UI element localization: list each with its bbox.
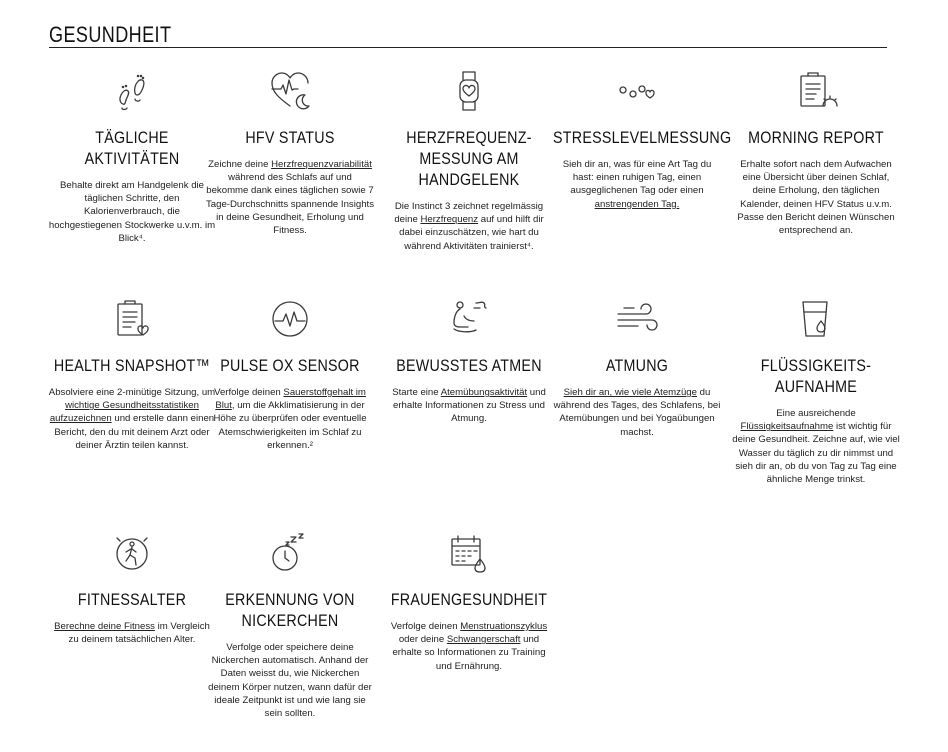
- footprints-icon: [109, 68, 155, 114]
- feature-text: Absolviere eine 2-minütige Sitzung, um: [48, 387, 216, 398]
- feature-card: [383, 68, 555, 253]
- feature-card: [204, 530, 376, 720]
- feature-link[interactable]: wichtige Gesundheitsstatistiken aufzuzeichnen: [49, 400, 199, 425]
- clipboard-heart-icon: [109, 296, 155, 342]
- feature-title: ERKENNUNG VON NICKERCHEN: [225, 590, 355, 630]
- feature-text: Eine ausreichende: [776, 408, 856, 419]
- feature-title: HERZFREQUENZ- MESSUNG AM HANDGELENK: [406, 128, 532, 189]
- feature-description: [46, 386, 218, 452]
- watch-heart-icon: [446, 68, 492, 114]
- feature-description: [46, 620, 218, 646]
- pulse-circle-icon: [267, 296, 313, 342]
- feature-description: [551, 386, 723, 439]
- feature-text: oder deine: [398, 634, 447, 646]
- feature-link[interactable]: Menstruationszyklus: [460, 621, 548, 632]
- feature-text: du während des Tages, des Schlafens, bei Atemübungen und bei Yogaübungen machst.: [553, 387, 721, 438]
- feature-text: Zeichne deine: [208, 159, 272, 170]
- clipboard-sunrise-icon: [793, 68, 839, 114]
- wind-icon: [614, 296, 660, 342]
- feature-description: [204, 641, 376, 720]
- feature-text: Verfolge oder speichere deine Nickerchen automatisch. Anhand der Daten weisst du, wie Nickerchen deinem Körper nutzen, wann dafür der ideale Zeitpunkt ist und wie lang sie sein sollten.: [208, 642, 372, 720]
- feature-link[interactable]: Herzfrequenzvariabilität: [271, 159, 372, 170]
- feature-card: [46, 296, 218, 452]
- feature-description: [551, 158, 723, 211]
- feature-text: Verfolge deinen: [214, 387, 284, 398]
- feature-text: Behalte direkt am Handgelenk die täglichen Schritte, den Kalorienverbrauch, die hochgestiegenen Stockwerke u.v.m. im Blick⁴.: [48, 180, 216, 244]
- feature-card: [730, 68, 902, 237]
- feature-link[interactable]: Schwangerschaft: [446, 634, 521, 646]
- meditation-icon: [446, 296, 492, 342]
- heart-moon-icon: [267, 68, 313, 114]
- feature-card: [383, 530, 555, 673]
- water-glass-icon: [793, 296, 839, 342]
- feature-text: auf und hilft dir dabei einzuschätzen, wie hart du während Aktivitäten trainierst⁴.: [399, 214, 544, 252]
- feature-title: PULSE OX SENSOR: [220, 356, 360, 375]
- feature-card: [204, 68, 376, 237]
- feature-description: [730, 158, 902, 237]
- feature-link[interactable]: Sauerstoffgehalt im Blut: [215, 387, 366, 412]
- feature-text: Sieh dir an, was für eine Art Tag du hast: einen ruhigen Tag, einen ausgeglichenen Tag oder einen: [562, 159, 712, 197]
- nap-clock-icon: [267, 530, 313, 576]
- feature-link[interactable]: Sieh dir an, wie viele Atemzüge: [563, 387, 697, 398]
- stress-circles-icon: [614, 68, 660, 114]
- feature-text: im Vergleich zu deinem tatsächlichen Alter.: [68, 621, 210, 646]
- runner-age-icon: [109, 530, 155, 576]
- feature-description: [46, 179, 218, 245]
- feature-text: und erhalte so Informationen zu Training und Ernährung.: [392, 634, 546, 672]
- feature-text: , um die Akklimatisierung in der Höhe zu überprüfen oder eventuelle Atemschwierigkeiten im Schlaf zu erkennen.²: [213, 400, 367, 451]
- feature-text: während des Schlafs auf und bekomme dank eines täglichen sowie 7 Tage-Durchschnitts spannende Insights in deine Gesundheit, Erholung und Fitness.: [206, 172, 374, 237]
- feature-title: HEALTH SNAPSHOT™: [53, 356, 211, 375]
- feature-card: [204, 296, 376, 452]
- feature-text: ist wichtig für deine Gesundheit. Zeichne auf, wie viel Wasser du täglich zu dir nimmst und sieh dir an, ob du von Tag zu Tag eine ähnliche Menge trinkst.: [732, 421, 900, 486]
- section-title: GESUNDHEIT: [49, 22, 172, 47]
- feature-description: [383, 620, 555, 673]
- feature-link[interactable]: Flüssigkeitsaufnahme: [740, 421, 834, 433]
- feature-card: [551, 296, 723, 439]
- feature-text: Die Instinct 3 zeichnet regelmässig deine: [394, 201, 544, 226]
- feature-description: [383, 200, 555, 253]
- feature-link[interactable]: Herzfrequenz: [420, 214, 479, 226]
- feature-text: Verfolge deinen: [390, 621, 461, 632]
- feature-description: [383, 386, 555, 426]
- feature-card: [730, 296, 902, 486]
- feature-card: [551, 68, 732, 211]
- feature-card: [383, 296, 555, 426]
- feature-link[interactable]: Berechne deine Fitness: [54, 621, 155, 632]
- feature-text: Erhalte sofort nach dem Aufwachen eine Übersicht über deinen Schlaf, deine Erholung, den täglichen Kalender, deinen HFV Status u.v.m. Passe den Bericht deinen Wünschen entsprechend an.: [737, 159, 895, 237]
- feature-card: [46, 68, 218, 245]
- feature-card: [46, 530, 218, 646]
- feature-title: ATMUNG: [605, 356, 669, 375]
- section-divider: [49, 47, 887, 48]
- feature-title: BEWUSSTES ATMEN: [396, 356, 542, 375]
- feature-text: und erstelle dann einen Bericht, den du mit deinem Arzt oder deiner Ärztin teilen kannst.: [54, 413, 215, 451]
- feature-text: und erhalte Informationen zu Stress und Atmung.: [393, 387, 546, 425]
- calendar-drop-icon: [446, 530, 492, 576]
- feature-description: [730, 407, 902, 486]
- feature-title: FITNESSALTER: [77, 590, 187, 609]
- feature-title: TÄGLICHE AKTIVITÄTEN: [84, 128, 180, 168]
- feature-text: Starte eine: [392, 387, 441, 398]
- feature-title: HFV STATUS: [245, 128, 335, 147]
- feature-title: MORNING REPORT: [748, 128, 884, 147]
- feature-description: [204, 386, 376, 452]
- feature-title: FLÜSSIGKEITS- AUFNAHME: [760, 356, 872, 396]
- feature-link[interactable]: anstrengenden Tag.: [594, 198, 680, 210]
- feature-link[interactable]: Atemübungsaktivität: [440, 387, 528, 398]
- feature-description: [204, 158, 376, 237]
- feature-title: STRESSLEVELMESSUNG: [553, 128, 732, 147]
- feature-title: FRAUENGESUNDHEIT: [390, 590, 548, 609]
